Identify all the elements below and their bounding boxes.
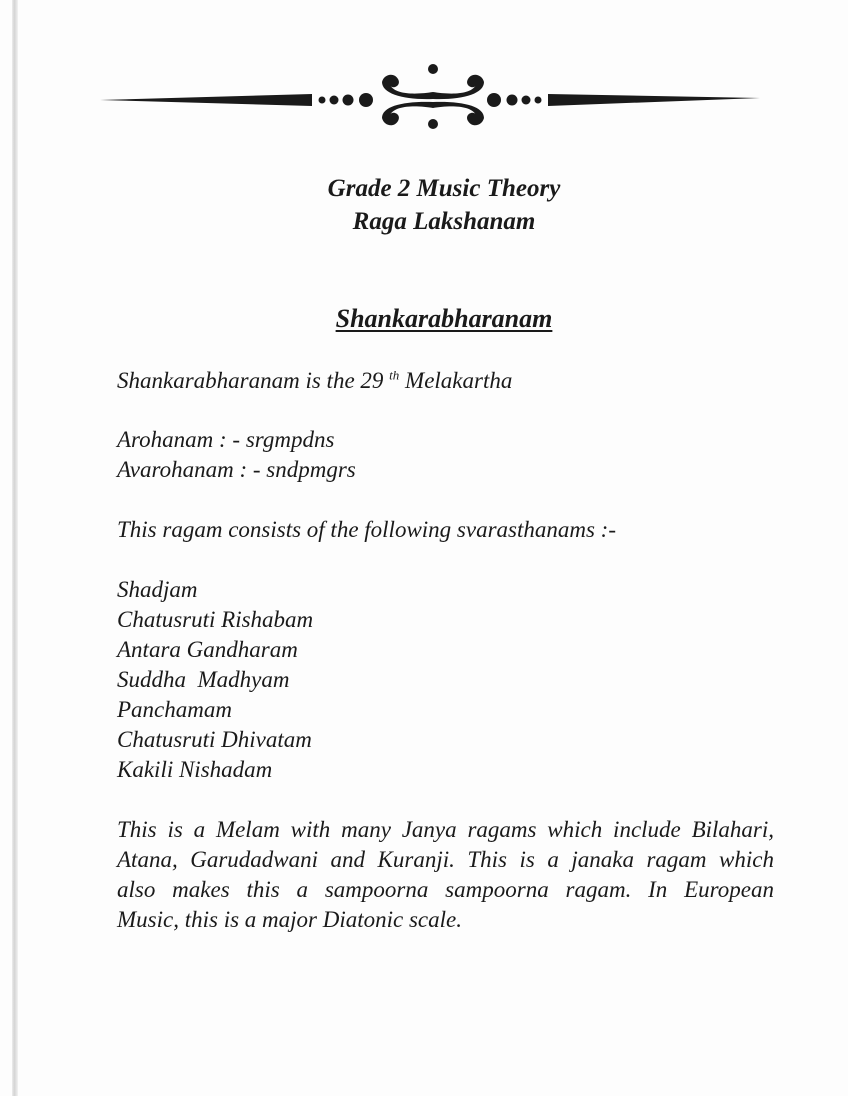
intro-text-end: Melakartha: [399, 368, 513, 393]
ordinal-superscript: th: [389, 367, 400, 383]
list-item: Suddha Madhyam: [117, 667, 290, 692]
intro-line: [117, 366, 512, 396]
paragraph-line: also makes this a sampoorna sampoorna ragam. In European: [117, 877, 774, 902]
consists-line: This ragam consists of the following svarasthanams :-: [117, 517, 617, 542]
title-line-1: Grade 2 Music Theory: [327, 175, 561, 202]
paragraph-line: Atana, Garudadwani and Kuranji. This is a janaka ragam which: [117, 847, 774, 872]
intro-text: Shankarabharanam is the 29: [117, 368, 384, 393]
description-paragraph: [117, 815, 774, 935]
arohanam-line: Arohanam : - srgmpdns: [117, 427, 335, 452]
scale-block: [117, 425, 356, 485]
list-item: Shadjam: [117, 577, 198, 602]
ornament-divider-icon: [100, 60, 760, 140]
scan-edge-shadow: [12, 0, 18, 1096]
avarohanam-line: Avarohanam : - sndpmgrs: [117, 457, 356, 482]
list-item: Chatusruti Rishabam: [117, 607, 314, 632]
title-line-2: Raga Lakshanam: [352, 208, 536, 235]
section-heading: Shankarabharanam: [335, 304, 553, 333]
paragraph-line: This is a Melam with many Janya ragams which include Bilahari,: [117, 817, 774, 842]
list-item: Chatusruti Dhivatam: [117, 727, 312, 752]
list-item: Kakili Nishadam: [117, 757, 273, 782]
list-item: Antara Gandharam: [117, 637, 298, 662]
list-item: Panchamam: [117, 697, 232, 722]
svarasthanam-list: [117, 575, 313, 785]
document-title: [0, 172, 848, 238]
paragraph-line: Music, this is a major Diatonic scale.: [117, 907, 462, 932]
